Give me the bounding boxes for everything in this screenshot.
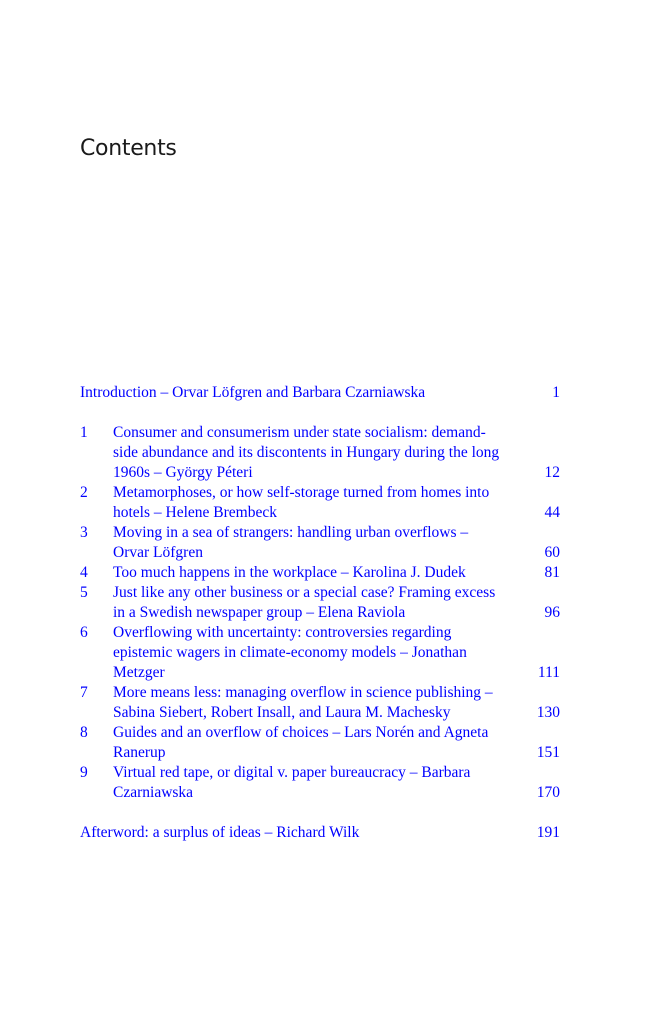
page-title: Contents: [80, 136, 177, 161]
toc-entry-title[interactable]: Overflowing with uncertainty: controversies regarding epistemic wagers in climate-economy models – Jonathan Metzger: [113, 624, 467, 681]
toc-entry-chapter-9[interactable]: [80, 763, 560, 803]
chapter-number: 7: [80, 684, 88, 701]
spacer: [80, 403, 560, 423]
toc-entry-page[interactable]: 170: [536, 784, 560, 801]
toc-entry-chapter-6[interactable]: [80, 623, 560, 683]
toc-entry-introduction[interactable]: [80, 383, 560, 403]
toc-entry-page[interactable]: 130: [536, 704, 560, 721]
toc-entry-title[interactable]: Metamorphoses, or how self-storage turned from homes into hotels – Helene Brembeck: [113, 484, 490, 521]
toc-entry-page[interactable]: 1: [552, 384, 560, 401]
toc-entry-chapter-3[interactable]: [80, 523, 560, 563]
toc-entry-page[interactable]: 96: [544, 604, 560, 621]
chapter-number: 1: [80, 424, 88, 441]
toc-entry-title[interactable]: Moving in a sea of strangers: handling urban overflows – Orvar Löfgren: [113, 524, 469, 561]
chapter-number: 5: [80, 584, 88, 601]
chapter-number: 3: [80, 524, 88, 541]
toc-entry-page[interactable]: 44: [544, 504, 560, 521]
table-of-contents: [80, 383, 560, 843]
toc-entry-chapter-7[interactable]: [80, 683, 560, 723]
toc-entry-title[interactable]: Virtual red tape, or digital v. paper bureaucracy – Barbara Czarniawska: [113, 764, 471, 801]
chapter-number: 6: [80, 624, 88, 641]
toc-entry-page[interactable]: 60: [544, 544, 560, 561]
toc-entry-title[interactable]: Too much happens in the workplace – Karolina J. Dudek: [113, 564, 466, 581]
toc-entry-afterword[interactable]: [80, 823, 560, 843]
toc-entry-page[interactable]: 111: [537, 664, 560, 681]
toc-entry-page[interactable]: 191: [536, 824, 560, 841]
toc-entry-chapter-5[interactable]: [80, 583, 560, 623]
spacer: [80, 803, 560, 823]
toc-entry-chapter-4[interactable]: [80, 563, 560, 583]
toc-entry-title[interactable]: Just like any other business or a special case? Framing excess in a Swedish newspaper group – Elena Raviola: [113, 584, 496, 621]
toc-entry-chapter-1[interactable]: [80, 423, 560, 483]
toc-entry-title[interactable]: More means less: managing overflow in science publishing – Sabina Siebert, Robert Insall, and Laura M. Machesky: [113, 684, 493, 721]
chapter-number: 8: [80, 724, 88, 741]
toc-entry-title[interactable]: Introduction – Orvar Löfgren and Barbara Czarniawska: [80, 384, 426, 401]
chapter-number: 2: [80, 484, 88, 501]
chapter-number: 9: [80, 764, 88, 781]
toc-entry-page[interactable]: 12: [544, 464, 560, 481]
toc-entry-chapter-8[interactable]: [80, 723, 560, 763]
toc-entry-title[interactable]: Consumer and consumerism under state socialism: demand-side abundance and its discontents in Hungary during the long 1960s – György Péteri: [113, 424, 500, 481]
toc-entry-chapter-2[interactable]: [80, 483, 560, 523]
toc-entry-title[interactable]: Guides and an overflow of choices – Lars Norén and Agneta Ranerup: [113, 724, 489, 761]
chapter-number: 4: [80, 564, 88, 581]
toc-entry-title[interactable]: Afterword: a surplus of ideas – Richard Wilk: [80, 824, 360, 841]
toc-entry-page[interactable]: 151: [536, 744, 560, 761]
toc-entry-page[interactable]: 81: [544, 564, 560, 581]
